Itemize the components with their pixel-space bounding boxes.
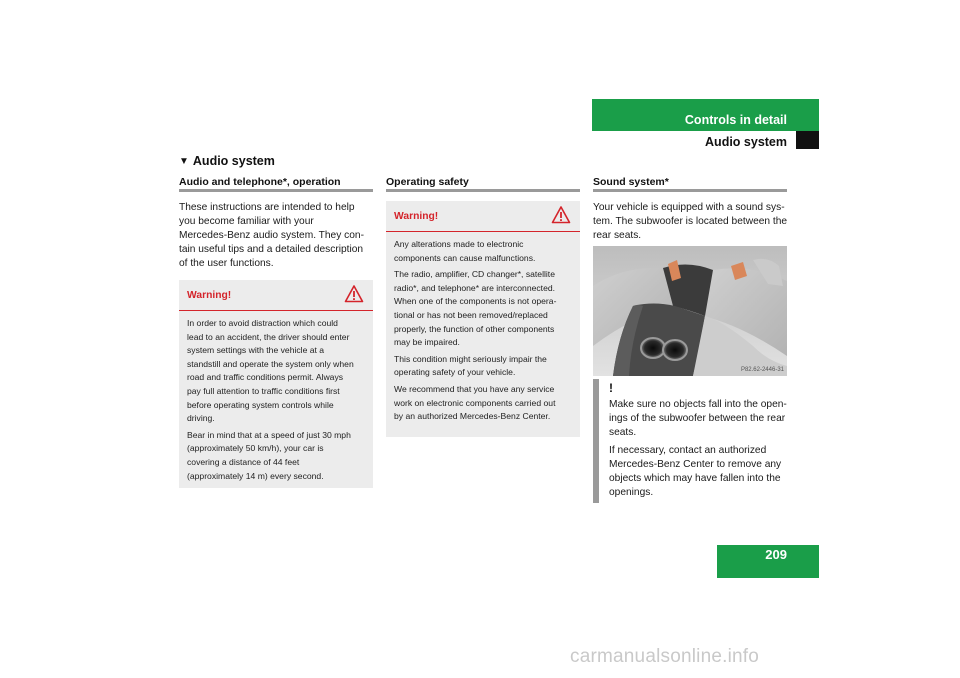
text-line: openings.: [609, 487, 654, 498]
subwoofer-photo: [593, 246, 787, 376]
text-line: system settings with the vehicle at a: [187, 345, 325, 356]
text-line: before operating system controls while: [187, 399, 334, 410]
col2-heading: Operating safety: [386, 176, 469, 188]
col1-warning-header: [179, 280, 373, 311]
col1-rule: [179, 189, 373, 192]
warning-triangle-icon: [551, 205, 571, 225]
text-line: operating safety of your vehicle.: [394, 367, 516, 378]
warning-paragraph: [394, 353, 574, 380]
chapter-subtitle: Audio system: [705, 135, 787, 149]
text-line: seats.: [609, 427, 637, 438]
text-line: If necessary, contact an authorized: [609, 445, 767, 456]
watermark: carmanualsonline.info: [570, 646, 760, 667]
note-text: [609, 398, 789, 504]
text-line: (approximately 14 m) every second.: [187, 470, 324, 481]
text-line: by an authorized Mercedes-Benz Center.: [394, 411, 551, 422]
text-line: objects which may have fallen into the: [609, 473, 781, 484]
col1-intro-line: Mercedes-Benz audio system. They con-: [179, 230, 364, 241]
col1-intro-line: of the user functions.: [179, 258, 274, 269]
text-line: driving.: [187, 413, 215, 424]
section-title-text: Audio system: [192, 154, 275, 168]
text-line: In order to avoid distraction which could: [187, 318, 338, 328]
col3-intro-line: tem. The subwoofer is located between the: [593, 216, 788, 227]
text-line: Make sure no objects fall into the open-: [609, 399, 787, 410]
header-black-tab: [796, 131, 819, 149]
subwoofer-illustration: [593, 246, 787, 376]
text-line: components can cause malfunctions.: [394, 252, 536, 263]
text-line: radio*, and telephone* are interconnected.: [394, 282, 556, 293]
col1-warning-box: [179, 280, 373, 488]
text-line: tional or has not been removed/replaced: [394, 309, 548, 320]
warning-triangle-icon: [344, 284, 364, 304]
col3-heading: Sound system*: [593, 176, 669, 188]
warning-label: Warning!: [187, 290, 232, 301]
col3-intro-line: rear seats.: [593, 230, 642, 241]
warning-paragraph: [394, 383, 574, 424]
text-line: (approximately 50 km/h), your car is: [187, 443, 324, 454]
page-number: 209: [765, 547, 787, 562]
col1-heading: Audio and telephone*, operation: [179, 176, 341, 188]
text-line: Bear in mind that at a speed of just 30 mph: [187, 429, 351, 440]
warning-paragraph: [394, 268, 574, 350]
col1-warning-body: [179, 311, 373, 483]
text-line: work on electronic components carried out: [394, 397, 556, 408]
text-line: ings of the subwoofer between the rear: [609, 413, 786, 424]
col1-intro-line: you become familiar with your: [179, 216, 314, 227]
text-line: This condition might seriously impair the: [394, 353, 547, 364]
warning-paragraph: [187, 429, 367, 483]
note-paragraph: [609, 444, 789, 500]
text-line: We recommend that you have any service: [394, 383, 555, 394]
triangle-down-icon: ▼: [179, 156, 189, 167]
text-line: standstill and operate the system only when: [187, 358, 354, 369]
col3-intro: [593, 201, 793, 243]
text-line: covering a distance of 44 feet: [187, 456, 300, 467]
section-title: [179, 154, 275, 168]
text-line: pay full attention to traffic conditions first: [187, 385, 340, 396]
chapter-title: Controls in detail: [684, 113, 787, 127]
col3-rule: [593, 189, 787, 192]
col1-intro-line: These instructions are intended to help: [179, 202, 355, 213]
warning-paragraph: [394, 238, 574, 265]
text-line: Mercedes-Benz Center to remove any: [609, 459, 782, 470]
text-line: lead to an accident, the driver should enter: [187, 331, 350, 342]
exclamation-icon: !: [609, 381, 613, 395]
text-line: road and traffic conditions permit. Always: [187, 372, 344, 383]
note-bar: [593, 379, 599, 503]
col2-warning-body: [386, 232, 580, 424]
col2-rule: [386, 189, 580, 192]
col1-intro-line: tain useful tips and a detailed description: [179, 244, 364, 255]
text-line: properly, the function of other components: [394, 323, 555, 334]
photo-code: P82.62-2446-31: [740, 367, 784, 373]
note-paragraph: [609, 398, 789, 440]
text-line: The radio, amplifier, CD changer*, satellite: [394, 269, 555, 280]
text-line: When one of the components is not opera-: [394, 296, 557, 307]
text-line: Any alterations made to electronic: [394, 239, 524, 249]
col1-intro: [179, 201, 379, 271]
text-line: may be impaired.: [394, 337, 460, 348]
warning-paragraph: [187, 317, 367, 426]
col2-warning-box: [386, 201, 580, 437]
col3-intro-line: Your vehicle is equipped with a sound sys-: [593, 202, 785, 213]
col2-warning-header: [386, 201, 580, 232]
warning-label: Warning!: [394, 211, 439, 222]
